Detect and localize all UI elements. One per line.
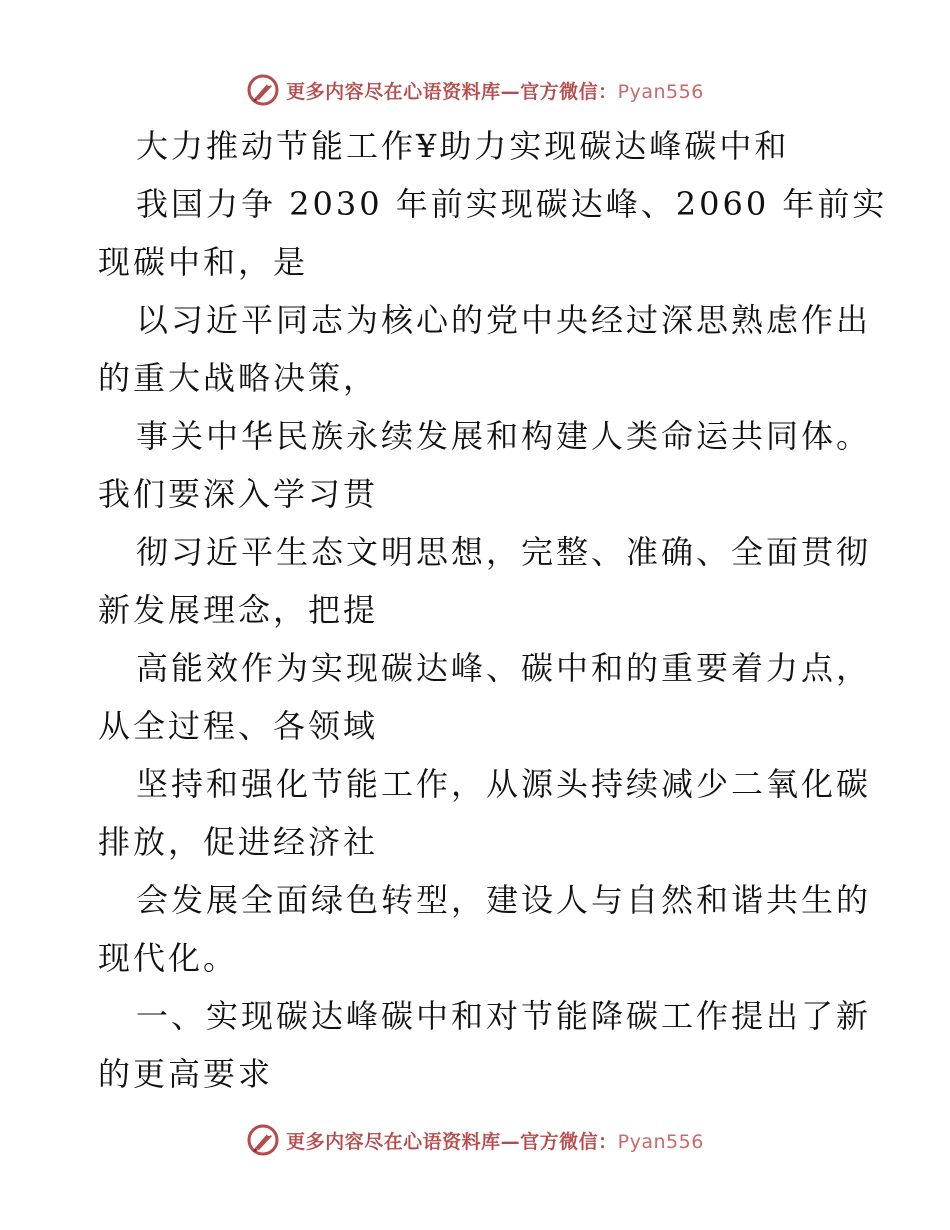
text-line: 高能效作为实现碳达峰、碳中和的重要着力点， bbox=[136, 649, 872, 687]
text-line: 一、实现碳达峰碳中和对节能降碳工作提出了新 bbox=[136, 997, 872, 1035]
document-body bbox=[98, 117, 888, 1103]
text-line: 事关中华民族永续发展和构建人类命运共同体。 bbox=[136, 417, 872, 455]
text-line: 彻习近平生态文明思想，完整、准确、全面贯彻 bbox=[136, 533, 872, 571]
text-line: 的重大战略决策， bbox=[98, 359, 379, 397]
text-line: 我国力争 2030 年前实现碳达峰、2060 年前实 bbox=[136, 185, 888, 223]
text-line: 排放，促进经济社 bbox=[98, 823, 379, 861]
text-line: 大力推动节能工作¥助力实现碳达峰碳中和 bbox=[136, 127, 790, 165]
text-line: 我们要深入学习贯 bbox=[98, 475, 379, 513]
header-watermark bbox=[0, 70, 950, 110]
watermark-text: 更多内容尽在心语资料库—官方微信：Pyan556 bbox=[286, 1130, 704, 1153]
pen-logo-icon bbox=[246, 1123, 280, 1157]
pen-logo-icon bbox=[246, 73, 280, 107]
text-line: 坚持和强化节能工作，从源头持续减少二氧化碳 bbox=[136, 765, 872, 803]
text-line: 从全过程、各领域 bbox=[98, 707, 379, 745]
text-line: 会发展全面绿色转型，建设人与自然和谐共生的 bbox=[136, 881, 872, 919]
watermark-text: 更多内容尽在心语资料库—官方微信：Pyan556 bbox=[286, 80, 704, 103]
wechat-id: Pyan556 bbox=[617, 80, 704, 103]
text-line: 新发展理念，把提 bbox=[98, 591, 379, 629]
footer-watermark bbox=[0, 1120, 950, 1160]
text-line: 的更高要求 bbox=[98, 1055, 274, 1093]
text-line: 以习近平同志为核心的党中央经过深思熟虑作出 bbox=[136, 301, 872, 339]
text-line: 现碳中和，是 bbox=[98, 243, 309, 281]
text-line: 现代化。 bbox=[98, 939, 239, 977]
wechat-id: Pyan556 bbox=[617, 1130, 704, 1153]
